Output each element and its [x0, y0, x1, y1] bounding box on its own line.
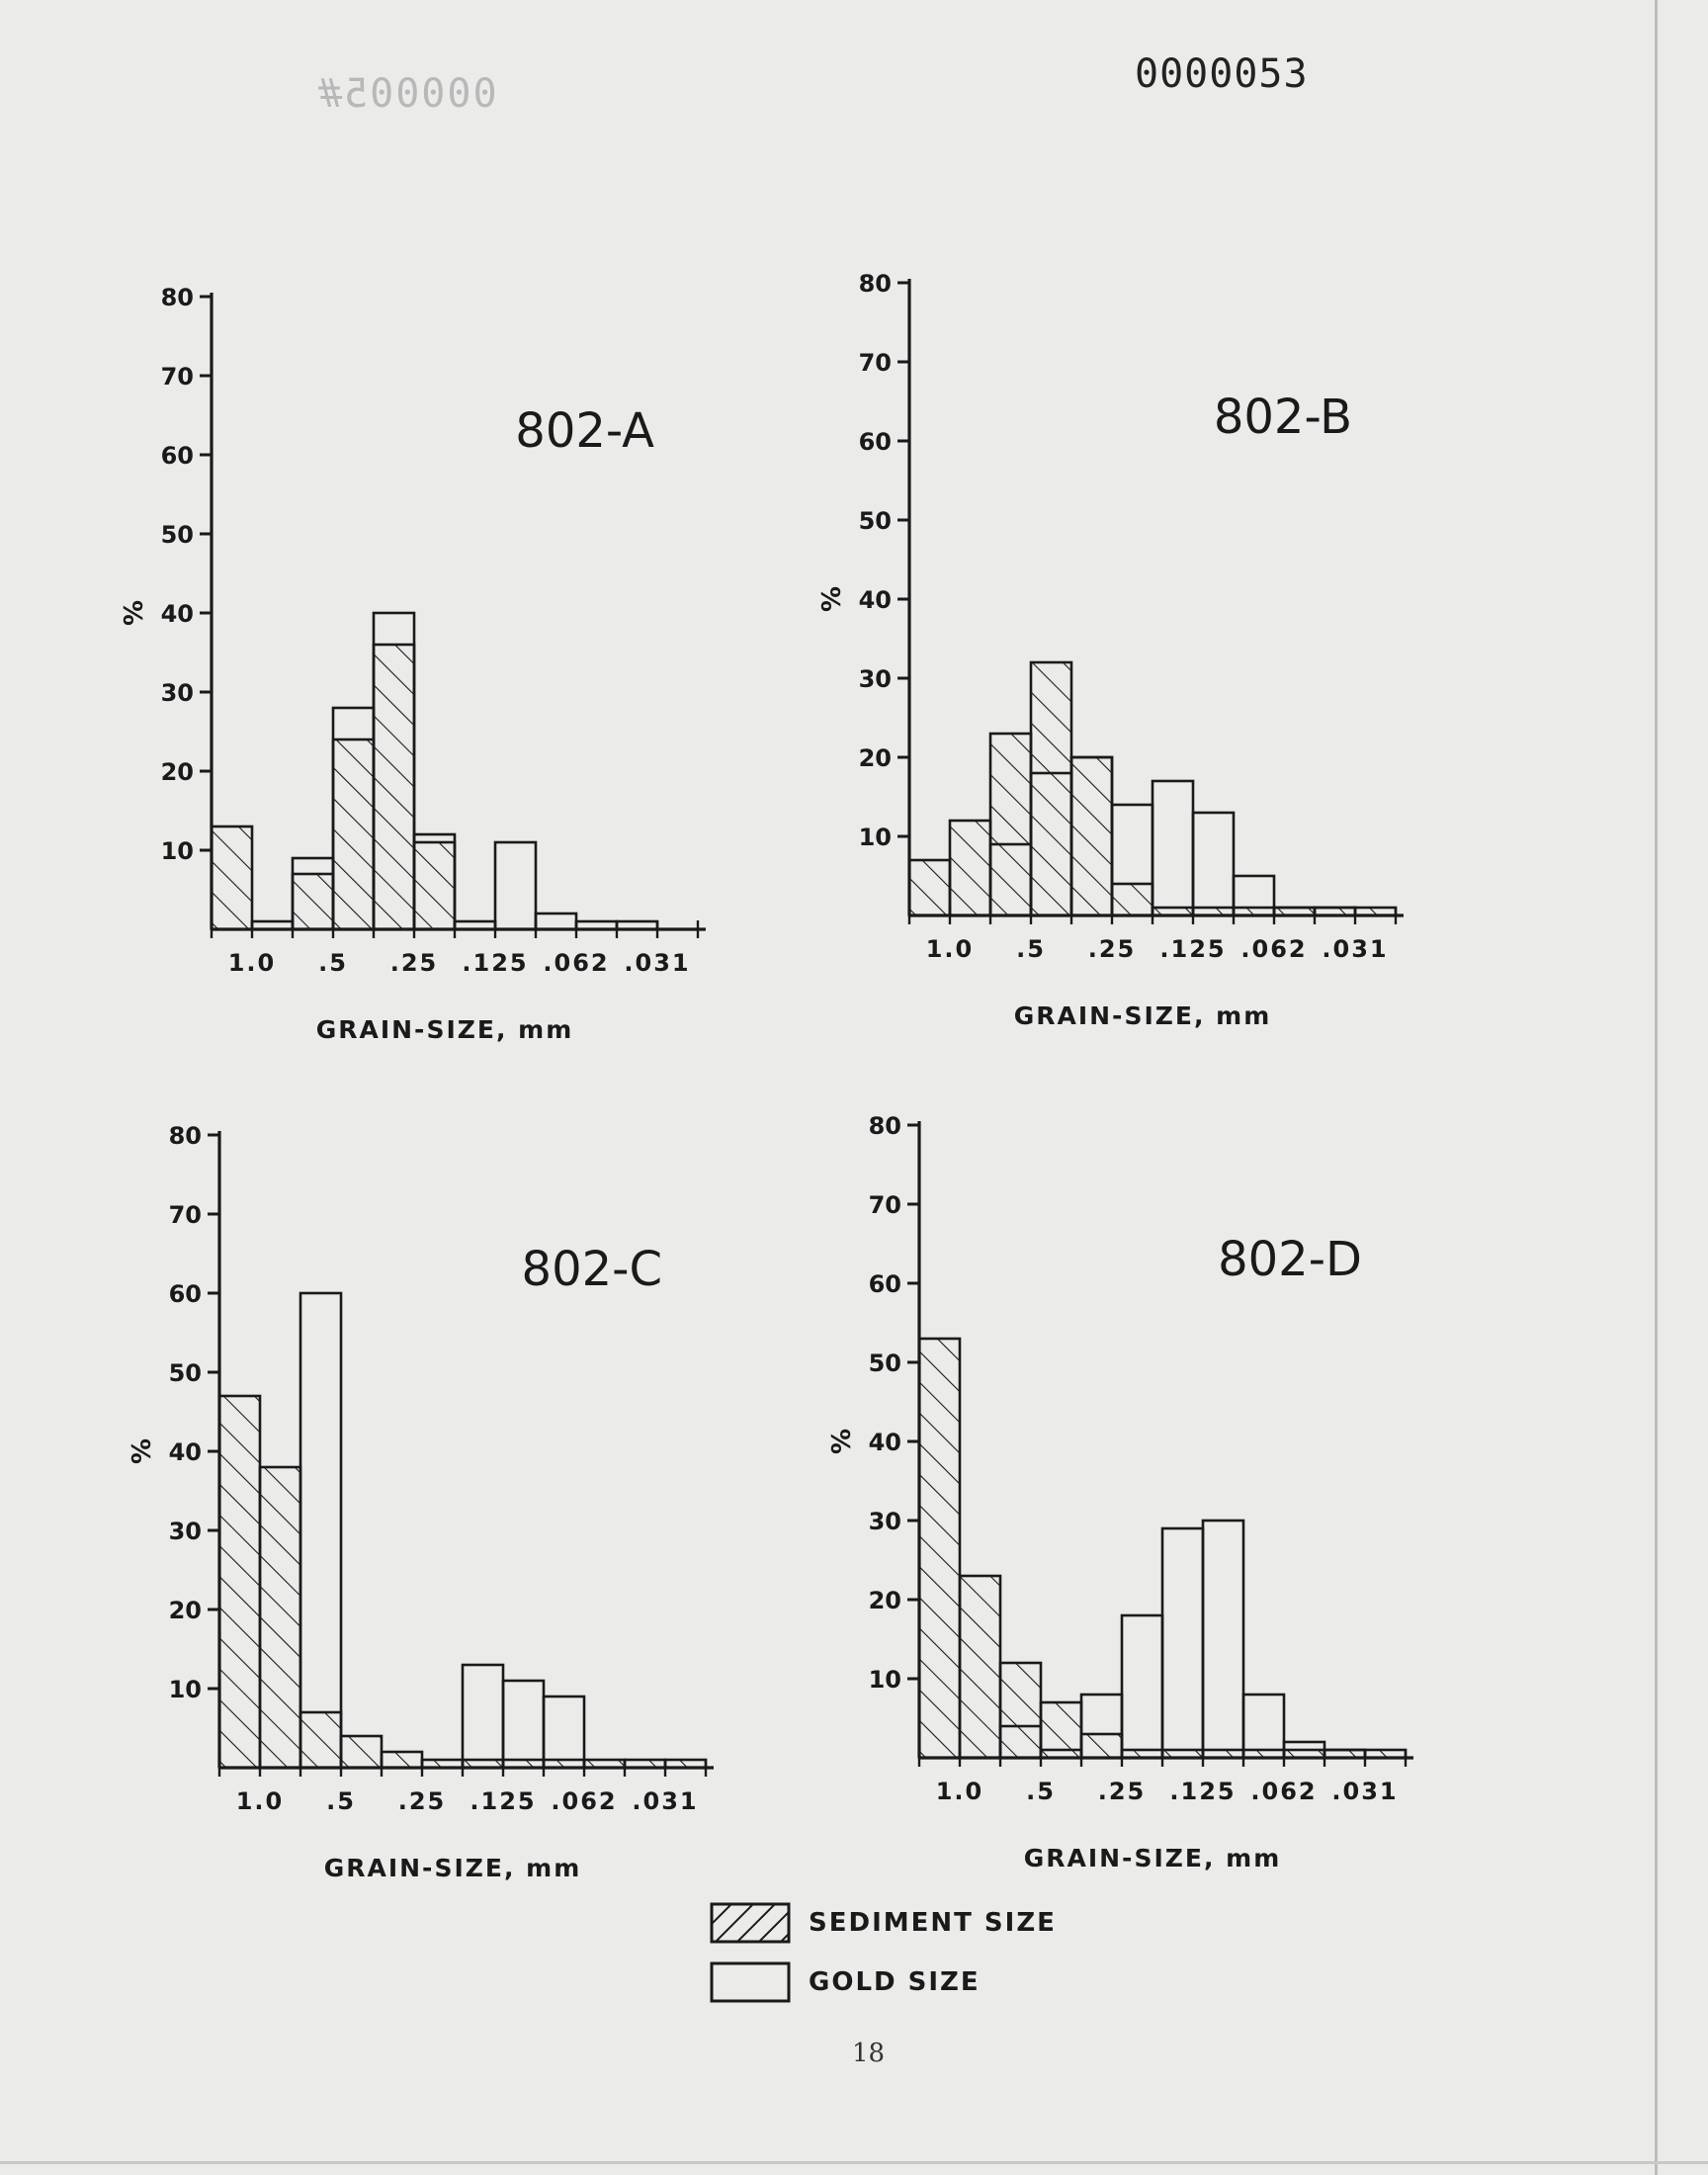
y-tick-label: 60 — [168, 1280, 202, 1308]
sediment-bar — [1031, 662, 1071, 915]
sediment-bar — [300, 1712, 341, 1768]
chart-title: 802-C — [521, 1242, 662, 1297]
chart-title: 802-D — [1218, 1232, 1362, 1287]
y-tick-label: 70 — [868, 1191, 901, 1219]
page-edge-right — [1655, 0, 1658, 2175]
gold-bar — [1153, 781, 1193, 915]
y-tick-label: 80 — [868, 1112, 901, 1140]
x-tick-label: .25 — [1097, 1778, 1147, 1805]
x-tick-label: .031 — [1322, 935, 1389, 963]
x-tick-label: .031 — [624, 949, 691, 977]
y-tick-label: 30 — [858, 665, 892, 693]
x-tick-label: .25 — [397, 1787, 447, 1815]
legend — [710, 1894, 1125, 2013]
y-tick-label: 60 — [160, 442, 194, 470]
x-tick-label: .031 — [1331, 1778, 1399, 1805]
sediment-bar — [219, 1396, 260, 1768]
x-tick-label: 1.0 — [235, 1787, 285, 1815]
gold-bar — [1162, 1528, 1203, 1758]
y-axis-label: % — [827, 1428, 857, 1455]
x-axis-label: GRAIN-SIZE, mm — [323, 1854, 582, 1882]
sediment-bar — [293, 874, 333, 929]
y-tick-label: 50 — [868, 1349, 901, 1377]
y-tick-label: 30 — [160, 679, 194, 707]
histogram-802-b — [807, 253, 1439, 1030]
sediment-bar — [960, 1576, 1000, 1758]
y-tick-label: 40 — [168, 1438, 202, 1466]
y-tick-label: 40 — [868, 1429, 901, 1456]
sediment-bar — [1041, 1702, 1081, 1758]
x-tick-label: 1.0 — [925, 935, 975, 963]
y-tick-label: 20 — [858, 744, 892, 772]
x-tick-label: .062 — [1250, 1778, 1318, 1805]
sediment-bar — [1112, 884, 1153, 915]
x-tick-label: .5 — [318, 949, 348, 977]
gold-bar — [1203, 1521, 1243, 1758]
sediment-bar — [950, 821, 990, 915]
x-tick-label: .062 — [543, 949, 610, 977]
y-tick-label: 50 — [858, 507, 892, 535]
x-tick-label: .062 — [1240, 935, 1308, 963]
y-tick-label: 60 — [858, 428, 892, 456]
y-tick-label: 30 — [868, 1508, 901, 1535]
y-tick-label: 20 — [868, 1587, 901, 1614]
chart-title: 802-A — [515, 403, 654, 459]
sediment-bar — [333, 740, 374, 929]
gold-bar — [300, 1293, 341, 1768]
y-tick-label: 10 — [868, 1666, 901, 1694]
chart-svg — [117, 1105, 749, 1882]
x-tick-label: .062 — [551, 1787, 618, 1815]
x-tick-label: .031 — [632, 1787, 699, 1815]
bleed-through-number: 000005# — [316, 71, 497, 117]
chart-svg — [109, 267, 741, 1044]
document-number: 0000053 — [1135, 51, 1309, 97]
x-tick-label: .5 — [1016, 935, 1046, 963]
gold-bar — [1193, 813, 1234, 915]
x-axis-label: GRAIN-SIZE, mm — [315, 1015, 574, 1044]
sediment-bar — [260, 1467, 300, 1768]
sediment-bar — [990, 734, 1031, 915]
y-tick-label: 70 — [168, 1201, 202, 1229]
open-swatch-icon — [710, 1961, 793, 2005]
y-tick-label: 50 — [168, 1359, 202, 1387]
sediment-bar — [919, 1339, 960, 1758]
gold-bar — [536, 914, 576, 929]
chart-svg — [816, 1095, 1449, 1872]
y-tick-label: 80 — [858, 270, 892, 298]
x-tick-label: .125 — [1169, 1778, 1237, 1805]
sediment-bar — [341, 1736, 382, 1768]
x-axis-label: GRAIN-SIZE, mm — [1013, 1001, 1272, 1030]
x-tick-label: .125 — [462, 949, 529, 977]
histogram-802-c — [117, 1105, 749, 1882]
hatched-swatch-icon — [710, 1902, 793, 1946]
y-tick-label: 10 — [160, 837, 194, 865]
y-tick-label: 80 — [168, 1122, 202, 1150]
x-axis-label: GRAIN-SIZE, mm — [1023, 1844, 1282, 1872]
x-tick-label: .5 — [1026, 1778, 1056, 1805]
y-tick-label: 70 — [160, 363, 194, 391]
x-tick-label: 1.0 — [227, 949, 277, 977]
gold-bar — [503, 1681, 544, 1768]
y-axis-label: % — [817, 585, 847, 613]
y-tick-label: 70 — [858, 349, 892, 377]
y-tick-label: 10 — [858, 824, 892, 851]
sediment-bar — [212, 826, 252, 929]
gold-bar — [1122, 1615, 1162, 1758]
x-tick-label: .25 — [389, 949, 439, 977]
y-tick-label: 10 — [168, 1676, 202, 1703]
sediment-bar — [1000, 1663, 1041, 1758]
sediment-bar — [382, 1752, 422, 1768]
x-tick-label: .5 — [326, 1787, 356, 1815]
sediment-bar — [1071, 757, 1112, 915]
y-tick-label: 50 — [160, 521, 194, 549]
x-tick-label: .125 — [470, 1787, 537, 1815]
sediment-bar — [1081, 1734, 1122, 1758]
gold-bar — [463, 1665, 503, 1768]
sediment-bar — [374, 645, 414, 929]
y-axis-label: % — [128, 1437, 157, 1465]
page-number: 18 — [852, 2039, 886, 2068]
x-tick-label: 1.0 — [935, 1778, 984, 1805]
chart-title: 802-B — [1213, 390, 1352, 445]
gold-bar — [544, 1696, 584, 1768]
sediment-bar — [909, 860, 950, 915]
sediment-bar — [414, 842, 455, 929]
y-tick-label: 60 — [868, 1270, 901, 1298]
x-tick-label: .25 — [1087, 935, 1137, 963]
y-tick-label: 20 — [168, 1597, 202, 1624]
y-tick-label: 40 — [858, 586, 892, 614]
legend-label-gold: GOLD SIZE — [809, 1967, 981, 1997]
y-tick-label: 30 — [168, 1518, 202, 1545]
chart-svg — [807, 253, 1439, 1030]
y-tick-label: 20 — [160, 758, 194, 786]
y-tick-label: 40 — [160, 600, 194, 628]
gold-bar — [495, 842, 536, 929]
legend-label-sediment: SEDIMENT SIZE — [809, 1908, 1057, 1938]
x-tick-label: .125 — [1159, 935, 1227, 963]
y-axis-label: % — [120, 599, 149, 627]
histogram-802-a — [109, 267, 741, 1044]
gold-bar — [1243, 1695, 1284, 1758]
histogram-802-d — [816, 1095, 1449, 1872]
y-tick-label: 80 — [160, 284, 194, 311]
page-edge-bottom — [0, 2161, 1708, 2164]
